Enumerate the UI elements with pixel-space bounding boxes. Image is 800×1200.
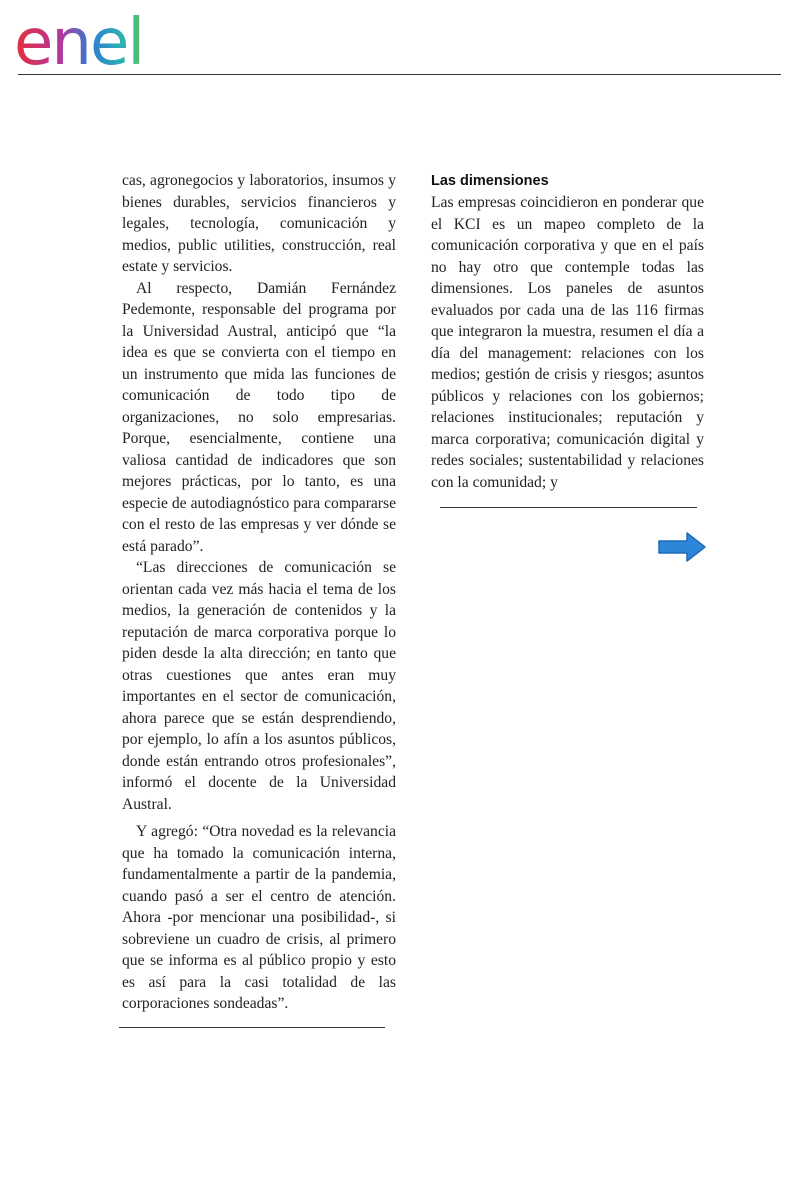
left-column-end-rule <box>119 1027 385 1028</box>
section-heading: Las dimensiones <box>431 173 549 189</box>
logo-text: enel <box>14 6 144 70</box>
left-column <box>122 170 396 1015</box>
left-paragraph-1: cas, agronegocios y laboratorios, insumos y bienes durables, servicios financieros y legales, tecnología, comunicación y medios, public utilities, construcción, real estate y servicios. <box>122 172 396 275</box>
right-column-end-rule <box>440 507 697 508</box>
left-paragraph-4: Y agregó: “Otra novedad es la relevancia que ha tomado la comunicación interna, fundamentalmente a partir de la pandemia, cuando pasó a ser el centro de atención. Ahora -por mencionar una posibilidad-, si sobreviene un cuadro de crisis, al primero que se informa es al público propio y esto es así para la casi totalidad de las corporaciones sondeadas”. <box>122 823 396 1012</box>
right-column <box>431 170 704 493</box>
enel-logo <box>14 6 184 70</box>
header-divider <box>18 74 781 75</box>
arrow-right-icon[interactable] <box>657 531 707 563</box>
right-paragraph-1: Las empresas coincidieron en ponderar que el KCI es un mapeo completo de la comunicación corporativa y que en el país no hay otro que contemple todas las dimensiones. Los paneles de asuntos evaluados por cada una de las 116 firmas que integraron la muestra, resumen el día a día del management: relaciones con los medios; gestión de crisis y riesgos; asuntos públicos y relaciones con los gobiernos; relaciones institucionales; reputación y marca corporativa; comunicación digital y redes sociales; sustentabilidad y relaciones con la comunidad; y <box>431 194 704 491</box>
left-paragraph-3: “Las direcciones de comunicación se orientan cada vez más hacia el tema de los medios, la generación de contenidos y la reputación de marca corporativa porque lo piden desde la alta dirección; en tanto que otras cuestiones que antes eran muy importantes en el sector de comunicación, ahora parece que se están desprendiendo, por ejemplo, lo afín a los asuntos públicos, donde están entrando otros profesionales”, informó el docente de la Universidad Austral. <box>122 559 396 813</box>
left-paragraph-2: Al respecto, Damián Fernández Pedemonte, responsable del programa por la Universidad Austral, anticipó que “la idea es que se convierta con el tiempo en un instrumento que mida las funciones de comunicación de todo tipo de organizaciones, no solo empresarias. Porque, esencialmente, contiene una valiosa cantidad de indicadores que son mejores prácticas, por lo tanto, es una especie de autodiagnóstico para compararse con el resto de las empresas y ver dónde se está parado”. <box>122 279 396 555</box>
